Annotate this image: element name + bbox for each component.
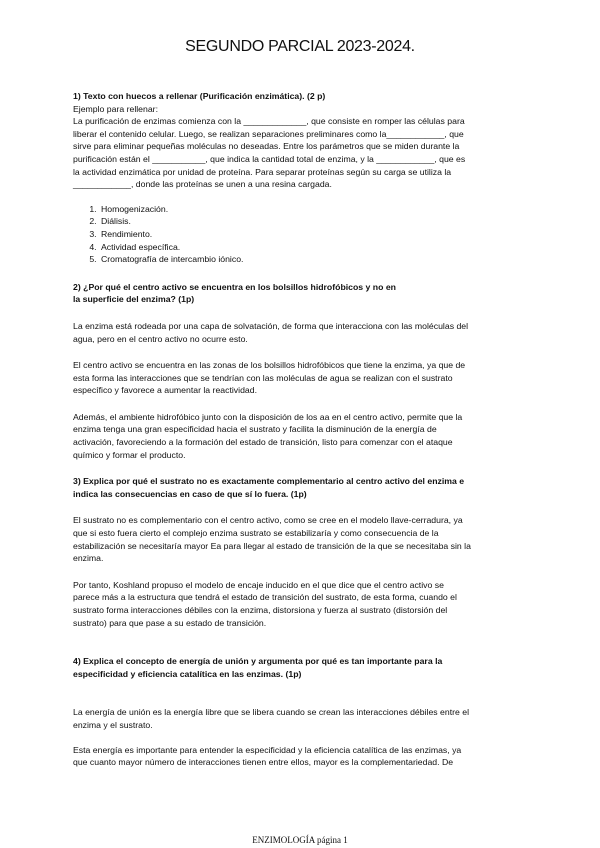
- heading-line: 2) ¿Por qué el centro activo se encuentra en los bolsillos hidrofóbicos y no en: [73, 281, 396, 292]
- heading-line: especificidad y eficiencia catalítica en las enzimas. (1p): [73, 668, 302, 679]
- heading-line: 3) Explica por qué el sustrato no es exactamente complementario al centro activo del enzima e: [73, 476, 465, 487]
- question-1: [73, 90, 533, 266]
- text-line: parece más a la estructura que tendrá el estado de transición del sustrato, de esta forma, cuando el: [73, 592, 457, 603]
- list-item: 4. Actividad específica.: [99, 241, 533, 254]
- question-1-heading: 1) Texto con huecos a rellenar (Purificación enzimática). (2 p): [73, 91, 326, 101]
- list-item: 3. Rendimiento.: [99, 228, 533, 241]
- question-1-text: [73, 115, 533, 191]
- text-line: la actividad enzimática por unidad de proteína. Para separar proteínas según su carga se utiliza la: [73, 166, 452, 177]
- heading-line: 4) Explica el concepto de energía de unión y argumenta por qué es tan importante para la: [73, 656, 443, 667]
- document-body: [73, 90, 533, 769]
- list-item: 1. Homogenización.: [99, 203, 533, 216]
- text-line: El centro activo se encuentra en las zonas de los bolsillos hidrofóbicos que tiene la enzima, ya que de: [73, 360, 466, 371]
- text-line: Esta energía es importante para entender la especificidad y la eficiencia catalítica de las enzimas, ya: [73, 744, 462, 755]
- text-line: químico y formar el producto.: [73, 449, 186, 460]
- question-4: [73, 655, 533, 769]
- question-2: [73, 281, 533, 462]
- text-line: purificación están el ___________, que indica la cantidad total de enzima, y la ____________, que es: [73, 153, 466, 164]
- paragraph: [73, 744, 533, 769]
- text-line: ____________, donde las proteínas se unen a una resina cargada.: [73, 179, 332, 190]
- text-line: esta forma las interacciones que se tendrían con las moléculas de agua se realizan con el sustrato: [73, 372, 453, 383]
- text-line: Además, el ambiente hidrofóbico junto con la disposición de los aa en el centro activo, permite que la: [73, 411, 463, 422]
- paragraph: [73, 706, 533, 731]
- text-line: que si esto fuera cierto el complejo enzima sustrato se estabilizaría y como consecuencia de la: [73, 528, 439, 539]
- page-title: SEGUNDO PARCIAL 2023-2024.: [185, 38, 415, 55]
- heading-line: indica las consecuencias en caso de que sí lo fuera. (1p): [73, 488, 307, 499]
- text-line: La energía de unión es la energía libre que se libera cuando se crean las interacciones débiles entre el: [73, 707, 470, 718]
- paragraph: [73, 579, 533, 629]
- text-line: La purificación de enzimas comienza con la _____________, que consiste en romper las células para: [73, 116, 465, 127]
- text-line: sustrato forma interacciones débiles con la enzima, distorsiona y fuerza al sustrato (distorsión del: [73, 605, 448, 615]
- question-1-intro: Ejemplo para rellenar:: [73, 103, 158, 114]
- text-line: enzima tenga una gran especificidad hacia el sustrato y facilita la disminución de la energía de: [73, 424, 437, 435]
- page-footer: ENZIMOLOGÍA página 1: [252, 835, 348, 845]
- text-line: Por tanto, Koshland propuso el modelo de encaje inducido en el que dice que el centro activo se: [73, 579, 444, 590]
- text-line: liberar el contenido celular. Luego, se realizan separaciones preliminares como la____________, que: [73, 128, 464, 139]
- question-2-heading: [73, 281, 533, 306]
- text-line: enzima.: [73, 553, 104, 564]
- text-line: La enzima está rodeada por una capa de solvatación, de forma que interacciona con las moléculas del: [73, 320, 469, 331]
- text-line: sustrato) para que pase a su estado de transición.: [73, 617, 267, 628]
- text-line: activación, favoreciendo a la formación del estado de transición, listo para comenzar con el ataque: [73, 437, 453, 448]
- answer-options-list: [73, 203, 533, 266]
- paragraph: [73, 359, 533, 397]
- text-line: estabilización se necesitaría mayor Ea para llegar al estado de transición de la que se necesitaba sin la: [73, 540, 471, 551]
- text-line: agua, pero en el centro activo no ocurre esto.: [73, 333, 248, 344]
- heading-line: la superficie del enzima? (1p): [73, 294, 195, 305]
- text-line: enzima y el sustrato.: [73, 719, 153, 730]
- question-3: [73, 475, 533, 629]
- paragraph: [73, 411, 533, 461]
- list-item: 5. Cromatografía de intercambio iónico.: [99, 253, 533, 266]
- paragraph: [73, 514, 533, 564]
- text-line: específico y favorece a aumentar la reactividad.: [73, 385, 257, 396]
- text-line: El sustrato no es complementario con el centro activo, como se cree en el modelo llave-cerradura, ya: [73, 515, 463, 526]
- text-line: que cuanto mayor número de interacciones tienen entre ellos, mayor es la complementariedad. De: [73, 757, 454, 768]
- list-item: 2. Diálisis.: [99, 215, 533, 228]
- question-4-heading: [73, 655, 533, 680]
- paragraph: [73, 320, 533, 345]
- text-line: sirve para eliminar pequeñas moléculas no deseadas. Entre los parámetros que se miden durante la: [73, 141, 460, 152]
- question-3-heading: [73, 475, 533, 500]
